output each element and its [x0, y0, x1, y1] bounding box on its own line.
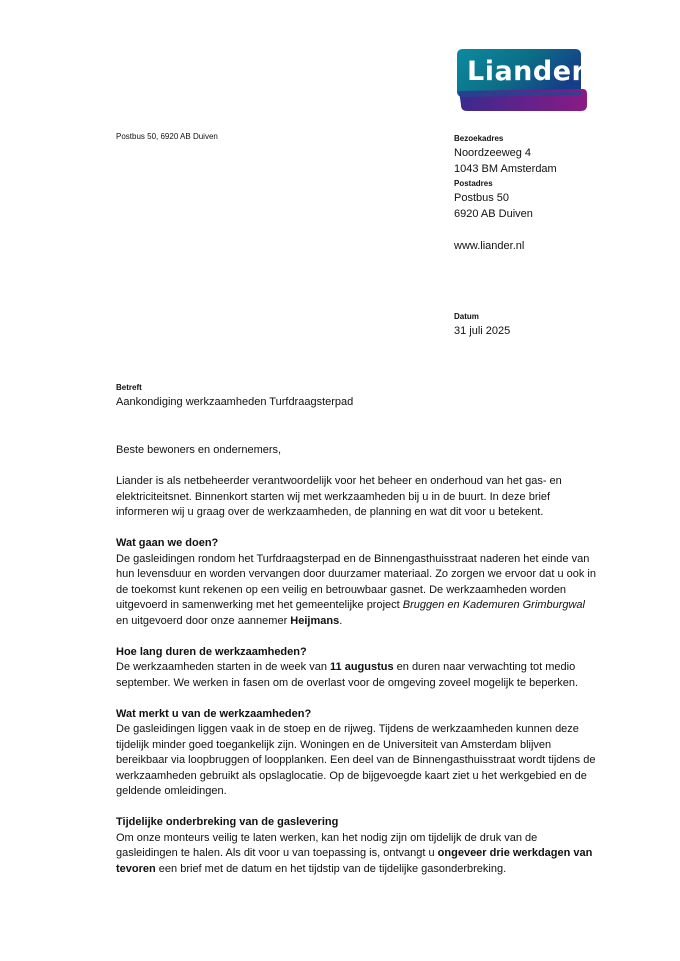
- section-what-text-a: De gasleidingen rondom het Turfdraagsterpad en de Binnengasthuisstraat naderen het einde van hun levensduur en worden vervangen door duurzamer materiaal. Zo zorgen we ervoor dat u ook in de toekomst kunt rekenen op een veilig en betrouwbaar gasnet. De werkzaamheden worden uitgevoerd in samenwerking met het gemeentelijke project: [116, 552, 596, 611]
- salutation: Beste bewoners en ondernemers,: [116, 444, 282, 456]
- date-value: 31 juli 2025: [454, 325, 511, 337]
- logo-wordmark: Liander: [467, 56, 586, 87]
- visit-address-line-2: 1043 BM Amsterdam: [454, 162, 557, 175]
- section-what: [116, 536, 600, 629]
- postal-address-line-2: 6920 AB Duiven: [454, 207, 533, 220]
- section-what-text-b: en uitgevoerd door onze aannemer: [116, 614, 291, 627]
- website-link[interactable]: www.liander.nl: [454, 240, 525, 252]
- section-interruption-text: [116, 831, 600, 878]
- liander-logo: [453, 47, 589, 113]
- project-name: Bruggen en Kademuren Grimburgwal: [402, 599, 585, 611]
- letter-body: [116, 443, 600, 893]
- subject-block: [116, 381, 353, 411]
- notice-period: ongeveer drie werkdagen van tevoren: [116, 847, 593, 875]
- visit-address-line-1: Noordzeeweg 4: [454, 147, 532, 159]
- sender-return-address: Postbus 50, 6920 AB Duiven: [116, 132, 218, 141]
- section-duration-text-a: De werkzaamheden starten in de week van: [116, 661, 331, 673]
- section-interruption-heading: Tijdelijke onderbreking van de gaslevering: [116, 816, 339, 828]
- date-block: [454, 310, 510, 340]
- section-interruption-text-a: Om onze monteurs veilig te laten werken, kan het nodig zijn om tijdelijk de druk van de gasleidingen te halen. Als dit voor u van toepassing is, ontvangt u: [116, 831, 538, 859]
- section-interruption-text-b: een brief met de datum en het tijdstip van de tijdelijke gasonderbreking.: [155, 862, 507, 875]
- section-what-text-c: .: [339, 614, 343, 627]
- section-duration-text: [116, 660, 600, 691]
- date-label: Datum: [454, 312, 479, 321]
- section-what-text: [116, 552, 600, 630]
- section-interruption: [116, 815, 600, 877]
- postal-address-line-1: Postbus 50: [454, 192, 510, 204]
- section-what-heading: Wat gaan we doen?: [116, 537, 219, 549]
- section-impact: [116, 707, 600, 800]
- contractor-name: Heijmans: [290, 614, 340, 627]
- subject-label: Betreft: [116, 383, 142, 392]
- visit-address-label: Bezoekadres: [454, 134, 504, 143]
- address-block: [454, 132, 664, 255]
- section-impact-text: De gasleidingen liggen vaak in de stoep en de rijweg. Tijdens de werkzaamheden kunnen deze tijdelijk minder goed toegankelijk zijn. Woningen en de Universiteit van Amsterdam blijven bereikbaar via loopbruggen of loopplanken. Een deel van de Binnengasthuisstraat wordt tijdens de werkzaamheden gebruikt als opslaglocatie. Op de bijgevoegde kaart ziet u het werkgebied en de geldende omleidingen.: [116, 723, 596, 797]
- liander-logo-graphic: [453, 47, 589, 113]
- subject-value: Aankondiging werkzaamheden Turfdraagsterpad: [116, 396, 354, 408]
- section-duration-text-b: en duren naar verwachting tot medio september. We werken in fasen om de overlast voor de omgeving zoveel mogelijk te beperken.: [116, 661, 579, 689]
- postal-address-label: Postadres: [454, 179, 493, 188]
- intro-paragraph: Liander is als netbeheerder verantwoordelijk voor het beheer en onderhoud van het gas- en elektriciteitsnet. Binnenkort starten wij met werkzaamheden bij u in de buurt. In deze brief informeren wij u graag over de werkzaamheden, de planning en wat dit voor u betekent.: [116, 475, 562, 518]
- section-impact-heading: Wat merkt u van de werkzaamheden?: [116, 707, 312, 720]
- start-date: 11 augustus: [330, 661, 394, 673]
- section-duration-heading: Hoe lang duren de werkzaamheden?: [116, 645, 307, 658]
- section-duration: [116, 645, 600, 692]
